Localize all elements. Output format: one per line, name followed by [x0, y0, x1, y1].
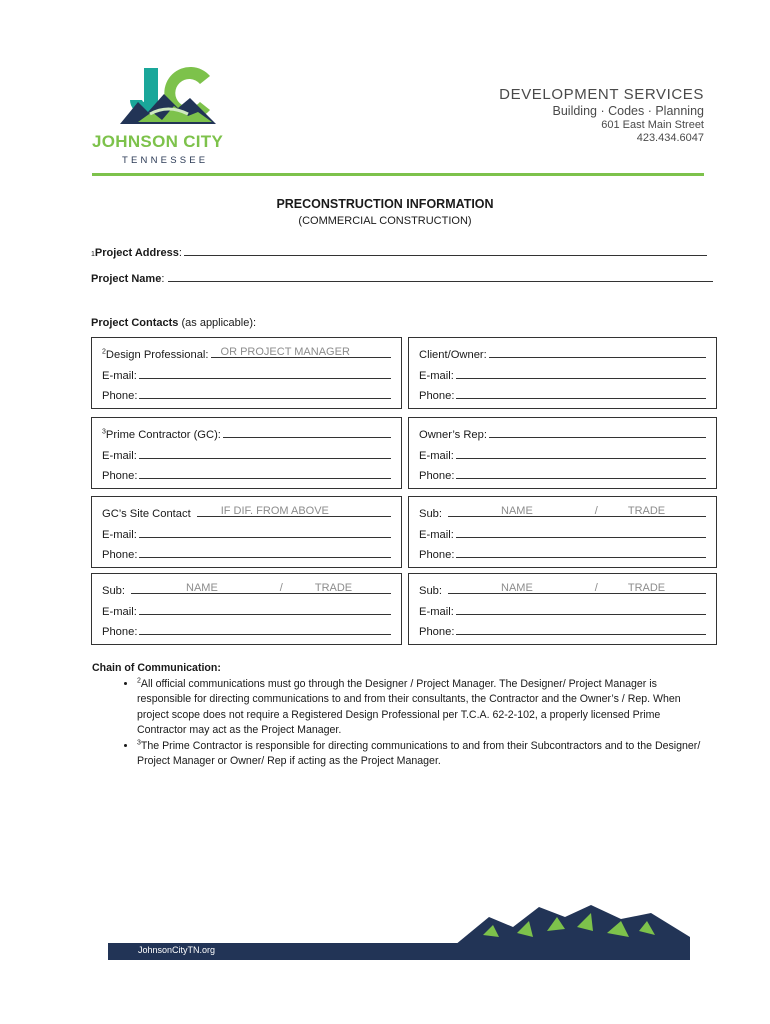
sub-1-email-row[interactable]: E-mail:	[419, 527, 706, 541]
department-address: 601 East Main Street	[601, 119, 704, 131]
sub-2-row[interactable]: Sub: NAME / TRADE	[102, 583, 391, 597]
design-email-row[interactable]: E-mail:	[102, 368, 391, 382]
design-professional-line[interactable]	[211, 347, 391, 358]
site-contact-box	[91, 496, 402, 568]
sub-1-email-line[interactable]	[456, 527, 706, 538]
project-name-line[interactable]	[168, 270, 713, 282]
chain-item-2: • $^3$The Prime Contractor is responsible for directing communications to and from their Subcontractors and to the Designer/ Project Manager or Owner/ Rep if acting as the Project Manager.	[137, 739, 712, 770]
jc-mountain-logo-icon	[92, 62, 242, 134]
design-email-line[interactable]	[139, 368, 391, 379]
department-block	[499, 86, 704, 144]
contacts-heading: Project Contacts (as applicable):	[91, 317, 257, 329]
footer-mountains-icon	[455, 903, 690, 945]
sub-box-1	[408, 496, 717, 568]
project-address-line[interactable]	[184, 244, 707, 256]
sub-3-phone-row[interactable]: Phone:	[419, 624, 706, 638]
prime-contractor-line[interactable]	[223, 427, 391, 438]
owners-rep-row[interactable]: Owner’s Rep:	[419, 427, 706, 441]
client-owner-line[interactable]	[489, 347, 706, 358]
site-contact-line[interactable]	[197, 506, 391, 517]
project-address-label: Project Address	[94, 247, 179, 259]
sub-2-line[interactable]: NAME / TRADE	[131, 583, 391, 594]
prime-contractor-row[interactable]: $^3$Prime Contractor (GC):	[102, 427, 391, 441]
logo-wordmark: JOHNSON CITY	[92, 132, 224, 151]
header-divider	[92, 173, 704, 176]
sub-3-phone-line[interactable]	[456, 624, 706, 635]
sub-1-phone-line[interactable]	[456, 547, 706, 558]
prime-email-line[interactable]	[139, 448, 391, 459]
chain-item-1: • $^2$All official communications must go through the Designer / Project Manager. The Designer/ Project Manager is responsible for directing communications to and from their consultants, the Contractor and the Owner’s / Rep. When project scope does not require a Registered Design Professional per T.C.A. 62-2-102, a properly licensed Prime Contractor may act as the Project Manager.	[137, 677, 712, 739]
client-owner-row[interactable]: Client/Owner:	[419, 347, 706, 361]
site-phone-line[interactable]	[139, 547, 391, 558]
design-phone-line[interactable]	[139, 388, 391, 399]
project-name-label: Project Name	[91, 273, 162, 285]
design-professional-box	[91, 337, 402, 409]
client-phone-line[interactable]	[456, 388, 706, 399]
site-email-row[interactable]: E-mail:	[102, 527, 391, 541]
sub-2-phone-row[interactable]: Phone:	[102, 624, 391, 638]
owners-rep-line[interactable]	[489, 427, 706, 438]
client-owner-box	[408, 337, 717, 409]
client-email-row[interactable]: E-mail:	[419, 368, 706, 382]
design-phone-row[interactable]: Phone:	[102, 388, 391, 402]
johnson-city-logo	[92, 62, 242, 172]
prime-phone-row[interactable]: Phone:	[102, 468, 391, 482]
chain-heading: Chain of Communication	[92, 662, 218, 674]
site-phone-row[interactable]: Phone:	[102, 547, 391, 561]
prime-phone-line[interactable]	[139, 468, 391, 479]
sub-3-email-row[interactable]: E-mail:	[419, 604, 706, 618]
department-title: DEVELOPMENT SERVICES	[499, 86, 704, 103]
site-contact-row[interactable]: GC’s Site Contact IF DIF. FROM ABOVE	[102, 506, 391, 520]
page-title: PRECONSTRUCTION INFORMATION	[276, 197, 494, 211]
sub-box-3	[408, 573, 717, 645]
sub-3-line[interactable]: NAME / TRADE	[448, 583, 706, 594]
sub-3-row[interactable]: Sub: NAME / TRADE	[419, 583, 706, 597]
department-subtitle: Building · Codes · Planning	[552, 104, 704, 118]
sub-box-2	[91, 573, 402, 645]
prime-email-row[interactable]: E-mail:	[102, 448, 391, 462]
sub-1-phone-row[interactable]: Phone:	[419, 547, 706, 561]
page-subtitle: (COMMERCIAL CONSTRUCTION)	[298, 215, 472, 227]
owners-rep-phone-row[interactable]: Phone:	[419, 468, 706, 482]
owners-rep-email-line[interactable]	[456, 448, 706, 459]
sub-1-row[interactable]: Sub: NAME / TRADE	[419, 506, 706, 520]
sub-1-line[interactable]: NAME / TRADE	[448, 506, 706, 517]
design-professional-row[interactable]: $^2$Design Professional: OR PROJECT MANAGER	[102, 347, 391, 361]
design-professional-hint: OR PROJECT MANAGER	[220, 346, 350, 358]
sub-2-phone-line[interactable]	[139, 624, 391, 635]
department-phone: 423.434.6047	[636, 132, 704, 144]
site-email-line[interactable]	[139, 527, 391, 538]
logo-state: TENNESSEE	[122, 155, 209, 166]
prime-contractor-box	[91, 417, 402, 489]
client-email-line[interactable]	[456, 368, 706, 379]
owners-rep-email-row[interactable]: E-mail:	[419, 448, 706, 462]
owners-rep-phone-line[interactable]	[456, 468, 706, 479]
client-phone-row[interactable]: Phone:	[419, 388, 706, 402]
owners-rep-box	[408, 417, 717, 489]
project-address-field[interactable]: 1 Project Address :	[91, 244, 707, 259]
chain-of-communication: Chain of Communication: • $^2$All official communications must go through the Designer / Project Manager. The Designer/ Project Manager is responsible for directing communications to and from their consultants, the Contractor and the Owner’s / Rep. When project scope does not require a Registered Design Professional per T.C.A. 62-2-102, a properly licensed Prime Contractor may act as the Project Manager. • $^3$The Prime Contractor is responsible for directing communications to and from their Subcontractors and to the Designer/ Project Manager or Owner/ Rep if acting as the Project Manager.	[92, 661, 712, 770]
sub-2-email-row[interactable]: E-mail:	[102, 604, 391, 618]
sub-2-email-line[interactable]	[139, 604, 391, 615]
sub-3-email-line[interactable]	[456, 604, 706, 615]
project-name-field[interactable]: Project Name :	[91, 270, 713, 285]
footer-website-link[interactable]: JohnsonCityTN.org	[138, 945, 216, 955]
site-contact-hint: IF DIF. FROM ABOVE	[220, 505, 329, 517]
